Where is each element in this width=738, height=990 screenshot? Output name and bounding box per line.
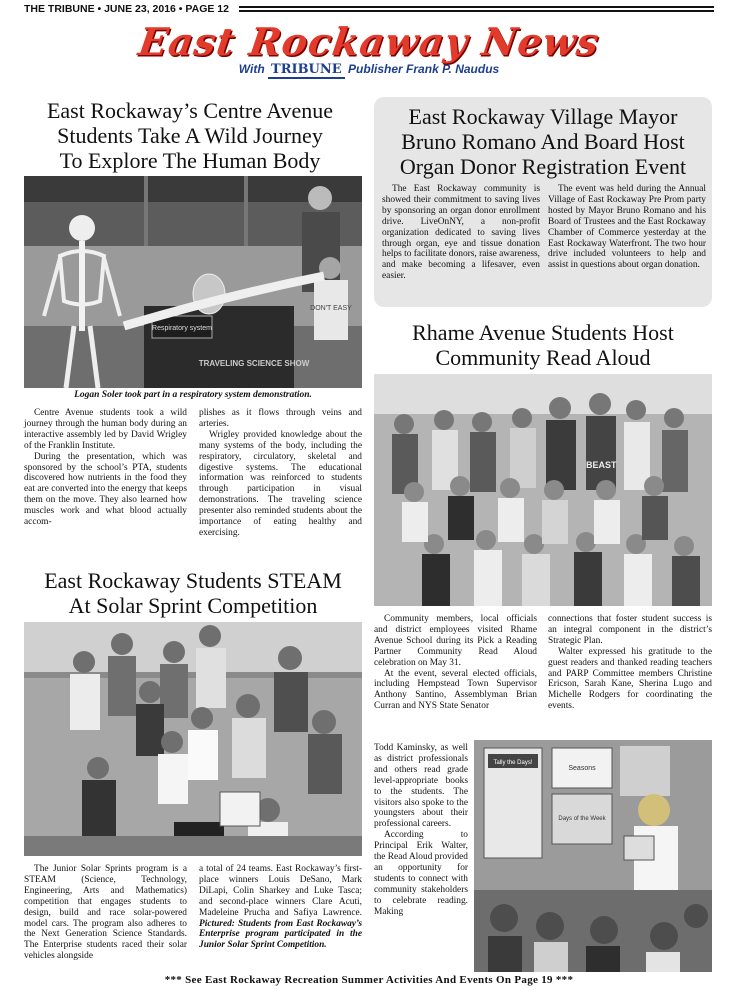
tribune-logo: TRIBUNE [268,62,345,79]
masthead-title: East Rockaway News [135,19,603,64]
rhame-column-1-top [374,614,537,712]
centre-headline [24,98,356,173]
mayor-column-2 [548,184,706,271]
days-week-label: Days of the Week [558,816,606,822]
read-aloud-classroom-photo [474,740,712,972]
rhame-headline-line: Community Read Aloud [435,345,651,370]
mayor-headline-line: East Rockaway Village Mayor [408,104,678,129]
rhame-column-1-bottom [374,743,468,918]
page-header-text: THE TRIBUNE • JUNE 23, 2016 • PAGE 12 [24,3,229,15]
steam-paragraph: The Junior Solar Sprints program is a STEAM (Science, Technology, Engineering, Arts and Mathematics) competition that engages students to design, build and race solar-powered model cars. The program also adheres to the Next Generation Science Standards. The Enterprise students raced their solar vehicles alongside [24,864,187,962]
steam-headline-line: At Solar Sprint Competition [68,593,318,618]
mayor-column-1 [382,184,540,282]
respiratory-demo-illustration [24,176,362,388]
steam-paragraph-text: a total of 24 teams. East Rockaway’s first-place winners Louis DeSano, Mark DiLapi, Colin Sharkey and Luke Tasca; and second-place winners Clare Acuti, Madeleine Prucha and Safiya Lawrence. [199,864,362,918]
rhame-headline-line: Rhame Avenue Students Host [412,320,674,345]
mayor-paragraph: The East Rockaway community is showed their commitment to saving lives by sponsoring an organ donor enrollment drive. LiveOnNY, a non-profit organization dedicated to saving lives through organ, eye and tissue donation helps to facilitate donors, raise awareness, and make becoming a lifesaver, even easier. [382,184,541,282]
centre-paragraph: Wrigley provided knowledge about the many systems of the body, including the respiratory, circulatory, skeletal and digestive systems. The educational information was reinforced to students through participation in visual demonstrations. The traveling science presenter also reminded students about the importance of eating healthy and exercising. [199,429,362,538]
read-aloud-group-illustration [374,374,712,606]
masthead-subtitle [0,62,738,77]
centre-paragraph: Centre Avenue students took a wild journey through the human body during an interactive assembly led by David Wrigley of the Franklin Institute. [24,408,187,451]
centre-headline-line: East Rockaway’s Centre Avenue [46,98,334,123]
read-aloud-classroom-illustration [474,740,712,972]
traveling-show-text: TRAVELING SCIENCE SHOW [198,359,310,368]
demo-sign-text: Respiratory system [152,325,212,332]
centre-column-1 [24,408,187,528]
steam-paragraph [199,864,362,951]
centre-column-2 [199,408,362,539]
solar-sprint-photo [24,622,362,856]
centre-photo-caption: Logan Soler took part in a respiratory system demonstration. [74,390,312,400]
seasons-label: Seasons [568,765,596,772]
respiratory-demo-photo [24,176,362,388]
centre-paragraph: During the presentation, which was sponsored by the school’s PTA, students discovered how nutrients in the food they eat are converted into the energy that keeps them on the move. They also learned how muscles work and what blood actually accom- [24,451,187,528]
steam-column-1 [24,864,187,962]
centre-paragraph: plishes as it flows through veins and arteries. [199,408,362,429]
centre-headline-line: To Explore The Human Body [59,148,321,173]
rhame-column-2 [548,614,712,712]
rhame-paragraph: Todd Kaminsky, as well as district professionals and others read grade level-appropriate books to the students. The visitors also spoke to the youngsters about their professional careers. [374,743,468,830]
rhame-paragraph: At the event, several elected officials, including Hempstead Town Supervisor Anthony Santino, Assemblyman Brian Curran and NYS State Senator [374,668,537,712]
mayor-paragraph: The event was held during the Annual Village of East Rockaway Pre Prom party hosted by Mayor Bruno Romano and his Board of Trustees and the East Rockaway Chamber of Commerce yesterday at the East Rockaway Waterfront. The two hour drive included volunteers to help and assist in questions about organ donation. [548,184,706,271]
solar-sprint-illustration [24,622,362,856]
rhame-paragraph: Community members, local officials and district employees visited Rhame Avenue School during its Pick a Reading Partner Community Read Aloud celebration on May 31. [374,614,537,668]
mayor-headline [374,104,712,179]
mayor-headline-line: Bruno Romano And Board Host [401,129,685,154]
centre-headline-line: Students Take A Wild Journey [57,123,323,148]
steam-photo-caption: Pictured: Students from East Rockaway’s Enterprise program participated in the Junior Solar Sprint Competition. [199,918,362,951]
masthead-with: With [238,62,265,76]
mayor-headline-line: Organ Donor Registration Event [399,154,687,179]
student-shirt-beast: BEAST [586,460,617,470]
steam-column-2 [199,864,362,951]
masthead-publisher: Publisher Frank P. Naudus [348,62,500,76]
rhame-paragraph: Walter expressed his gratitude to the guest readers and thanked reading teachers and PARP Committee members Christine Ericson, Sarah Kane, Sherina Lugo and Michelle Rodgers for coordinating the events. [548,646,712,712]
footer-notice: *** See East Rockaway Recreation Summer Activities And Events On Page 19 *** [164,974,574,986]
rhame-paragraph: According to Principal Erik Walter, the Read Aloud provided an opportunity for students to connect with community stakeholders to celebrate reading. Making [374,830,468,917]
masthead [0,20,738,77]
rhame-paragraph: connections that foster student success is an integral component in the district’s Strategic Plan. [548,614,712,646]
page-header [24,0,714,18]
student-shirt-text: DON'T EASY [310,305,352,312]
header-rule [239,6,714,12]
steam-headline [24,568,362,618]
tally-days-label: Tally the Days! [493,760,533,766]
steam-headline-line: East Rockaway Students STEAM [44,568,342,593]
rhame-headline [374,320,712,370]
read-aloud-group-photo [374,374,712,606]
